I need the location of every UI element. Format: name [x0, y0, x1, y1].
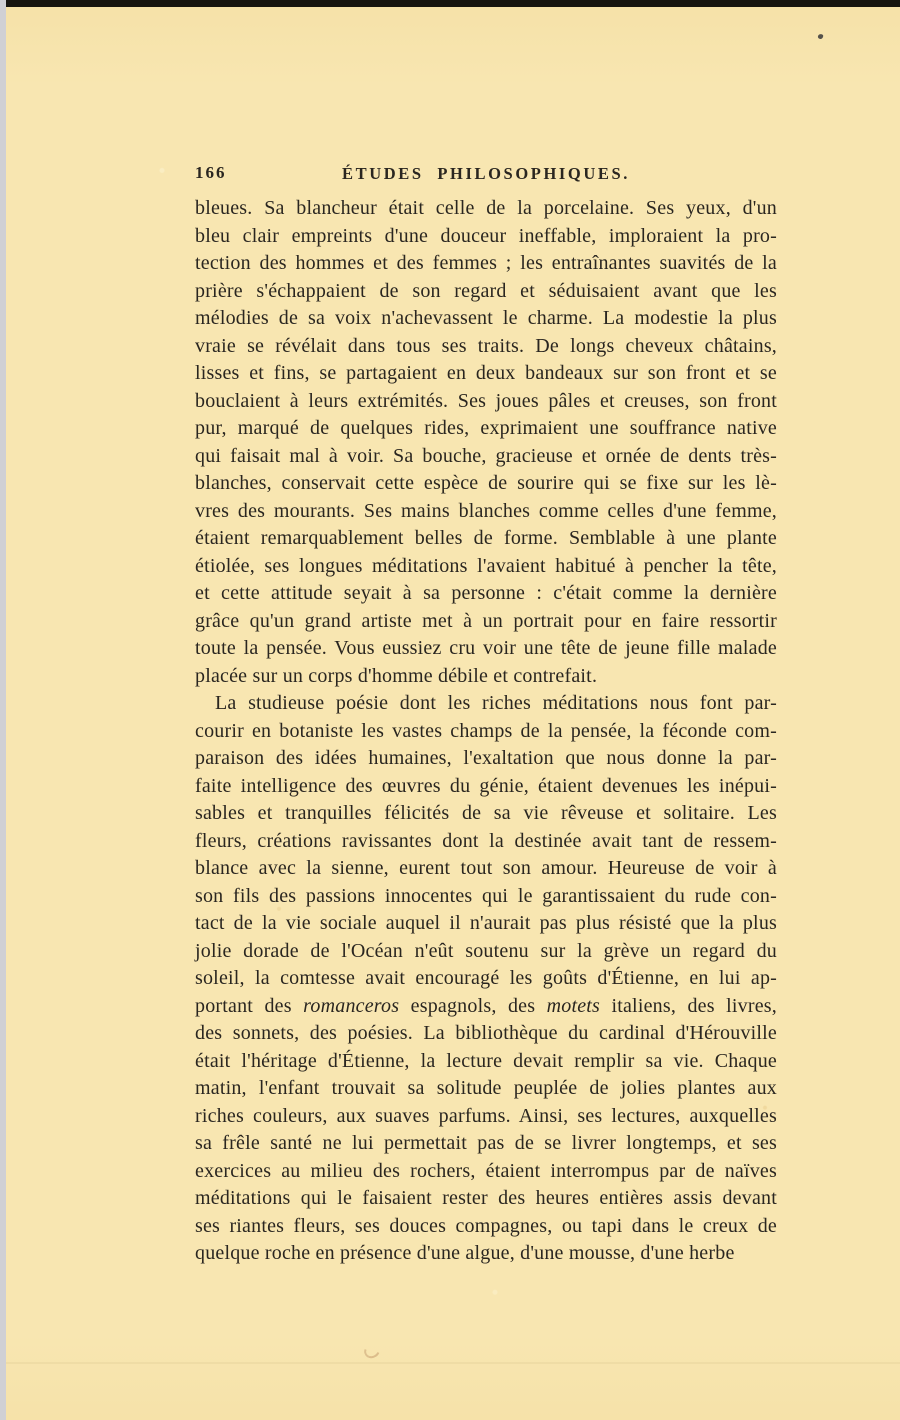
text-line: mélodies de sa voix n'achevassent le charme. La modestie la plus [195, 307, 777, 329]
body-text [195, 195, 777, 1268]
running-title: ÉTUDES PHILOSOPHIQUES. [342, 164, 630, 183]
italic-text: romanceros [303, 994, 400, 1017]
text-segment: portant des [195, 994, 304, 1017]
text-line: sables et tranquilles félicités de sa vie rêveuse et solitaire. Les [195, 802, 777, 824]
text-line: bleues. Sa blancheur était celle de la porcelaine. Ses yeux, d'un [195, 197, 777, 219]
text-line: et cette attitude seyait à sa personne : c'était comme la dernière [195, 582, 777, 604]
text-line: tact de la vie sociale auquel il n'aurait pas plus résisté que la plus [195, 912, 777, 934]
text-line: paraison des idées humaines, l'exaltation que nous donne la par- [195, 747, 777, 769]
text-line: bouclaient à leurs extrémités. Ses joues pâles et creuses, son front [195, 389, 777, 412]
text-line: étiolée, ses longues méditations l'avaient habitué à pencher la tête, [195, 554, 777, 577]
text-line-paragraph-start: La studieuse poésie dont les riches méditations nous font par- [215, 692, 777, 714]
italic-text: motets [546, 994, 601, 1017]
text-line: tection des hommes et des femmes ; les entraînantes suavités de la [195, 252, 777, 274]
text-line: méditations qui le faisaient rester des heures entières assis devant [195, 1187, 777, 1209]
text-line: des sonnets, des poésies. La bibliothèque du cardinal d'Hérouville [195, 1022, 777, 1044]
text-line: fleurs, créations ravissantes dont la destinée avait tant de ressem- [195, 829, 777, 852]
text-line: sa frêle santé ne lui permettait pas de se livrer longtemps, et ses [195, 1132, 777, 1154]
text-line: pur, marqué de quelques rides, exprimaient une souffrance native [195, 417, 777, 439]
text-line: prière s'échappaient de son regard et séduisaient avant que les [195, 279, 777, 302]
text-line: exercices au milieu des rochers, étaient interrompus par de naïves [195, 1159, 777, 1182]
text-line: vraie se révélait dans tous ses traits. De longs cheveux châtains, [195, 334, 777, 357]
text-line: riches couleurs, aux suaves parfums. Ainsi, ses lectures, auxquelles [195, 1104, 777, 1127]
text-line: grâce qu'un grand artiste met à un portrait pour en faire ressortir [195, 609, 777, 632]
scan-mark [362, 1341, 382, 1360]
text-line: qui faisait mal à voir. Sa bouche, gracieuse et ornée de dents très- [195, 444, 777, 467]
scan-speck [817, 33, 823, 39]
text-line-paragraph-end: placée sur un corps d'homme débile et contrefait. [195, 664, 598, 687]
text-line: blance avec la sienne, eurent tout son amour. Heureuse de voir à [195, 857, 777, 879]
text-line: lisses et fins, se partagaient en deux bandeaux sur son front et se [195, 362, 777, 384]
text-line: était l'héritage d'Étienne, la lecture devait remplir sa vie. Chaque [195, 1049, 777, 1072]
scan-line-artifact [6, 1362, 900, 1364]
scan-top-edge [0, 0, 900, 7]
scan-left-edge [0, 0, 6, 1420]
text-line: soleil, la comtesse avait encouragé les goûts d'Étienne, en lui ap- [195, 967, 777, 989]
text-line: courir en botaniste les vastes champs de la pensée, la féconde com- [195, 719, 777, 742]
text-line: vres des mourants. Ses mains blanches comme celles d'une femme, [195, 499, 777, 522]
text-line: bleu clair empreints d'une douceur ineffable, imploraient la pro- [195, 224, 777, 247]
page-header [195, 163, 777, 185]
text-line: faite intelligence des œuvres du génie, étaient devenues les inépui- [195, 774, 777, 797]
text-line-with-italics [195, 993, 777, 1021]
text-line: matin, l'enfant trouvait sa solitude peuplée de jolies plantes aux [195, 1077, 777, 1099]
text-line: son fils des passions innocentes qui le garantissaient du rude con- [195, 884, 777, 907]
text-segment: italiens, des livres, [600, 994, 777, 1017]
text-line: jolie dorade de l'Océan n'eût soutenu sur la grève un regard du [195, 939, 777, 962]
text-line: étaient remarquablement belles de forme. Semblable à une plante [195, 527, 777, 549]
text-segment: espagnols, des [399, 994, 547, 1017]
text-line: ses riantes fleurs, ses douces compagnes, ou tapi dans le creux de [195, 1214, 777, 1237]
page-number: 166 [195, 163, 227, 182]
text-line-paragraph-end: quelque roche en présence d'une algue, d'une mousse, d'une herbe [195, 1242, 735, 1264]
text-line: toute la pensée. Vous eussiez cru voir une tête de jeune fille malade [195, 637, 777, 659]
text-line: blanches, conservait cette espèce de sourire qui se fixe sur les lè- [195, 472, 777, 494]
